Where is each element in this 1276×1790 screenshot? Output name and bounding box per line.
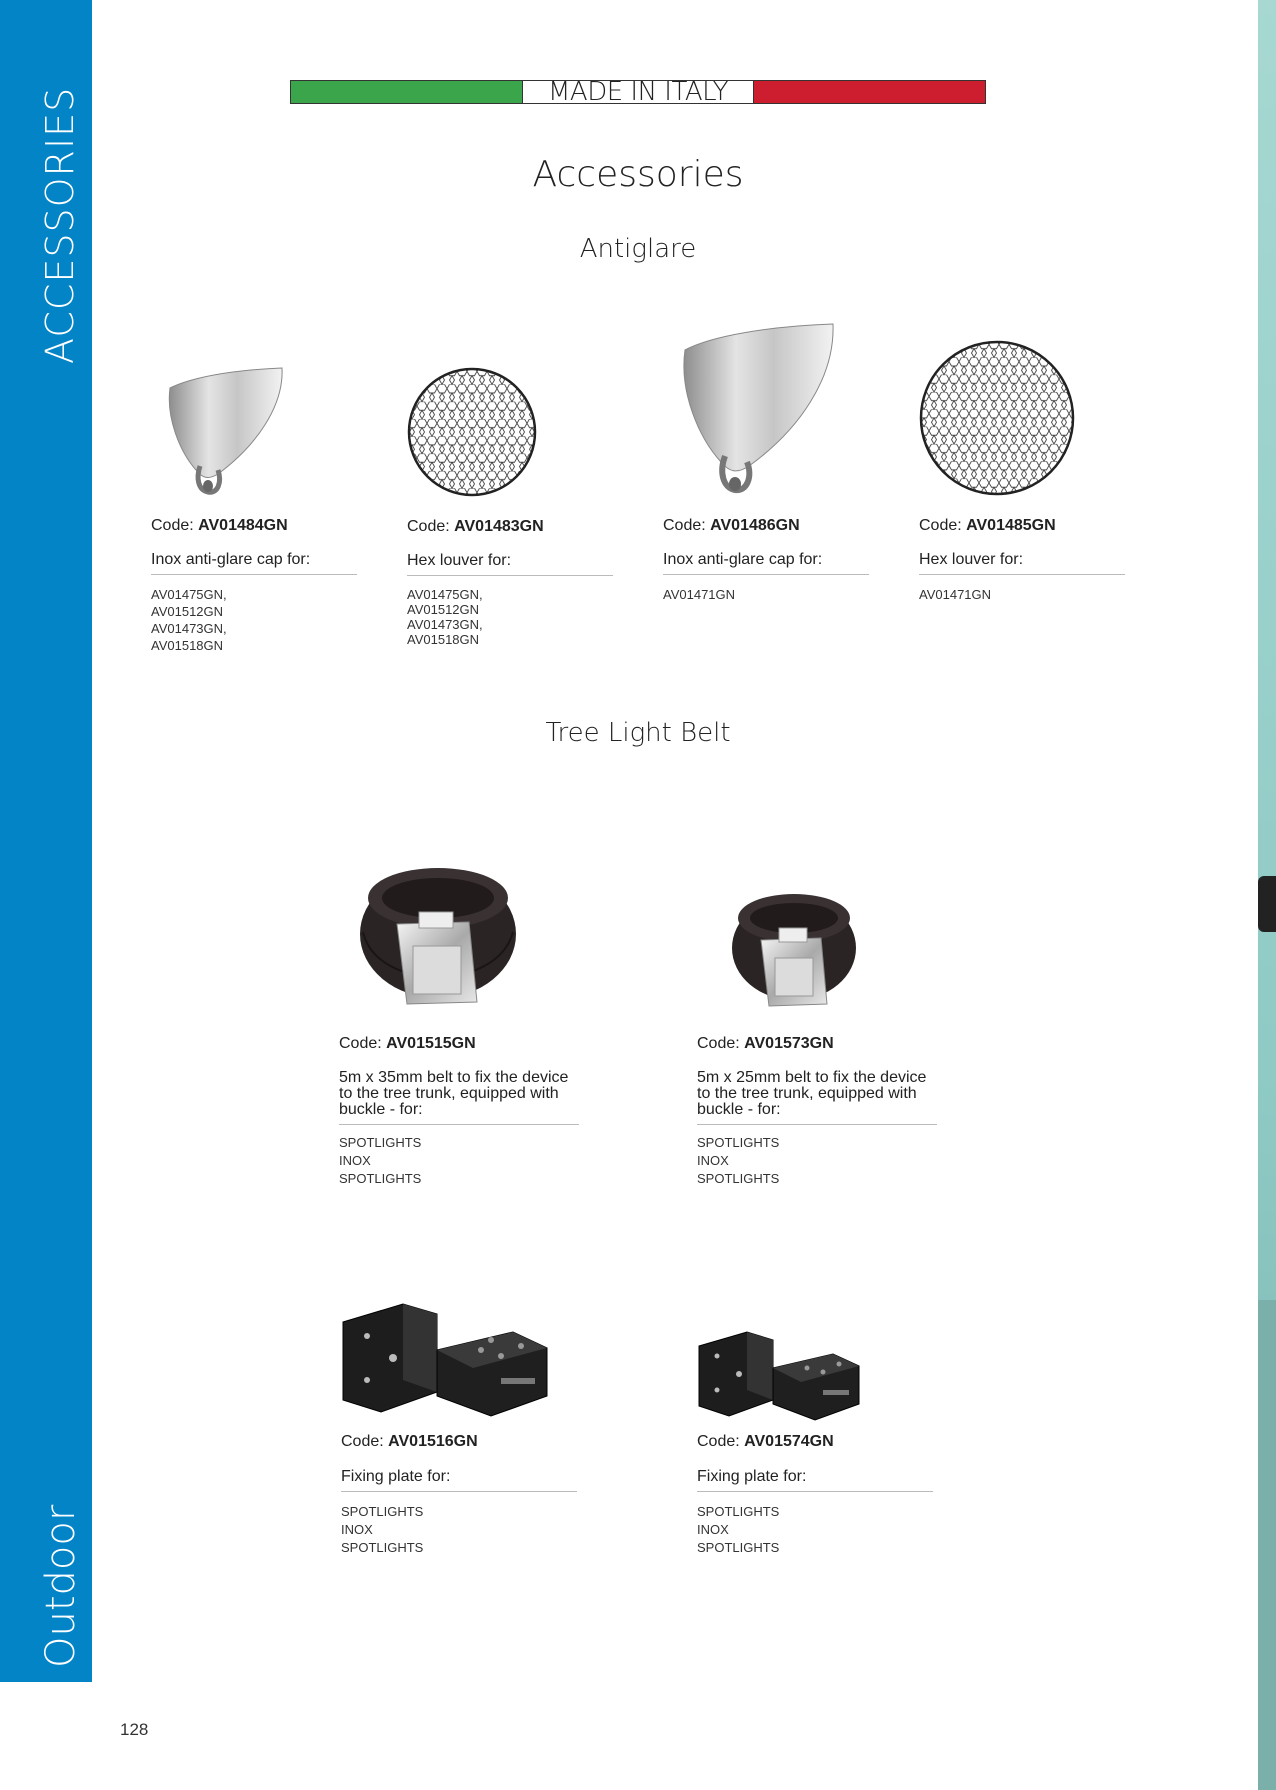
hex-louver-icon	[407, 367, 537, 497]
product-description: Fixing plate for:	[697, 1469, 933, 1492]
right-edge-strip	[1258, 0, 1276, 1790]
compatible-models: SPOTLIGHTS INOX SPOTLIGHTS	[339, 1135, 422, 1186]
product-code: Code: AV01516GN	[341, 1433, 478, 1450]
tree-belt-heading: Tree Light Belt	[545, 718, 731, 748]
product-code: Code: AV01486GN	[663, 517, 800, 534]
anti-glare-cap-icon	[160, 366, 286, 498]
antiglare-heading: Antiglare	[579, 234, 697, 264]
compatible-models: SPOTLIGHTS INOX SPOTLIGHTS	[341, 1504, 424, 1555]
made-in-italy-banner	[290, 80, 986, 104]
product-description: Fixing plate for:	[341, 1469, 577, 1492]
page-title: Accessories	[532, 154, 744, 195]
product-code: Code: AV01484GN	[151, 517, 288, 534]
compatible-models: AV01471GN	[919, 587, 992, 602]
category-label: ACCESSORIES	[38, 86, 82, 364]
sidebar	[0, 0, 92, 1682]
product-code: Code: AV01574GN	[697, 1433, 834, 1450]
product-code: Code: AV01515GN	[339, 1035, 476, 1052]
fixing-plate-icon	[341, 1300, 549, 1420]
compatible-models: AV01475GN, AV01512GN AV01473GN, AV01518GN	[407, 587, 483, 647]
flag-red	[754, 81, 985, 103]
banner-text: MADE IN ITALY	[522, 81, 755, 103]
product-description: Hex louver for:	[407, 553, 613, 576]
anti-glare-cap-icon	[671, 322, 837, 498]
compatible-models: SPOTLIGHTS INOX SPOTLIGHTS	[697, 1135, 780, 1186]
belt-icon	[357, 862, 519, 1012]
right-edge-lower	[1258, 1300, 1276, 1790]
flag-green	[291, 81, 522, 103]
product-description: Hex louver for:	[919, 552, 1125, 575]
belt-icon	[729, 890, 859, 1010]
right-edge-tab	[1258, 876, 1276, 932]
compatible-models: AV01471GN	[663, 587, 736, 602]
product-description: Inox anti-glare cap for:	[663, 552, 869, 575]
fixing-plate-icon	[697, 1328, 861, 1422]
compatible-models: AV01475GN, AV01512GN AV01473GN, AV01518GN	[151, 587, 227, 653]
page-number: 128	[120, 1720, 149, 1739]
product-description: 5m x 35mm belt to fix the device to the tree trunk, equipped with buckle - for:	[339, 1070, 579, 1125]
product-code: Code: AV01573GN	[697, 1035, 834, 1052]
section-label: Outdoor	[38, 1504, 84, 1668]
product-description: 5m x 25mm belt to fix the device to the tree trunk, equipped with buckle - for:	[697, 1070, 937, 1125]
compatible-models: SPOTLIGHTS INOX SPOTLIGHTS	[697, 1504, 780, 1555]
product-code: Code: AV01483GN	[407, 518, 544, 535]
hex-louver-icon	[919, 340, 1075, 496]
product-code: Code: AV01485GN	[919, 517, 1056, 534]
product-description: Inox anti-glare cap for:	[151, 552, 357, 575]
